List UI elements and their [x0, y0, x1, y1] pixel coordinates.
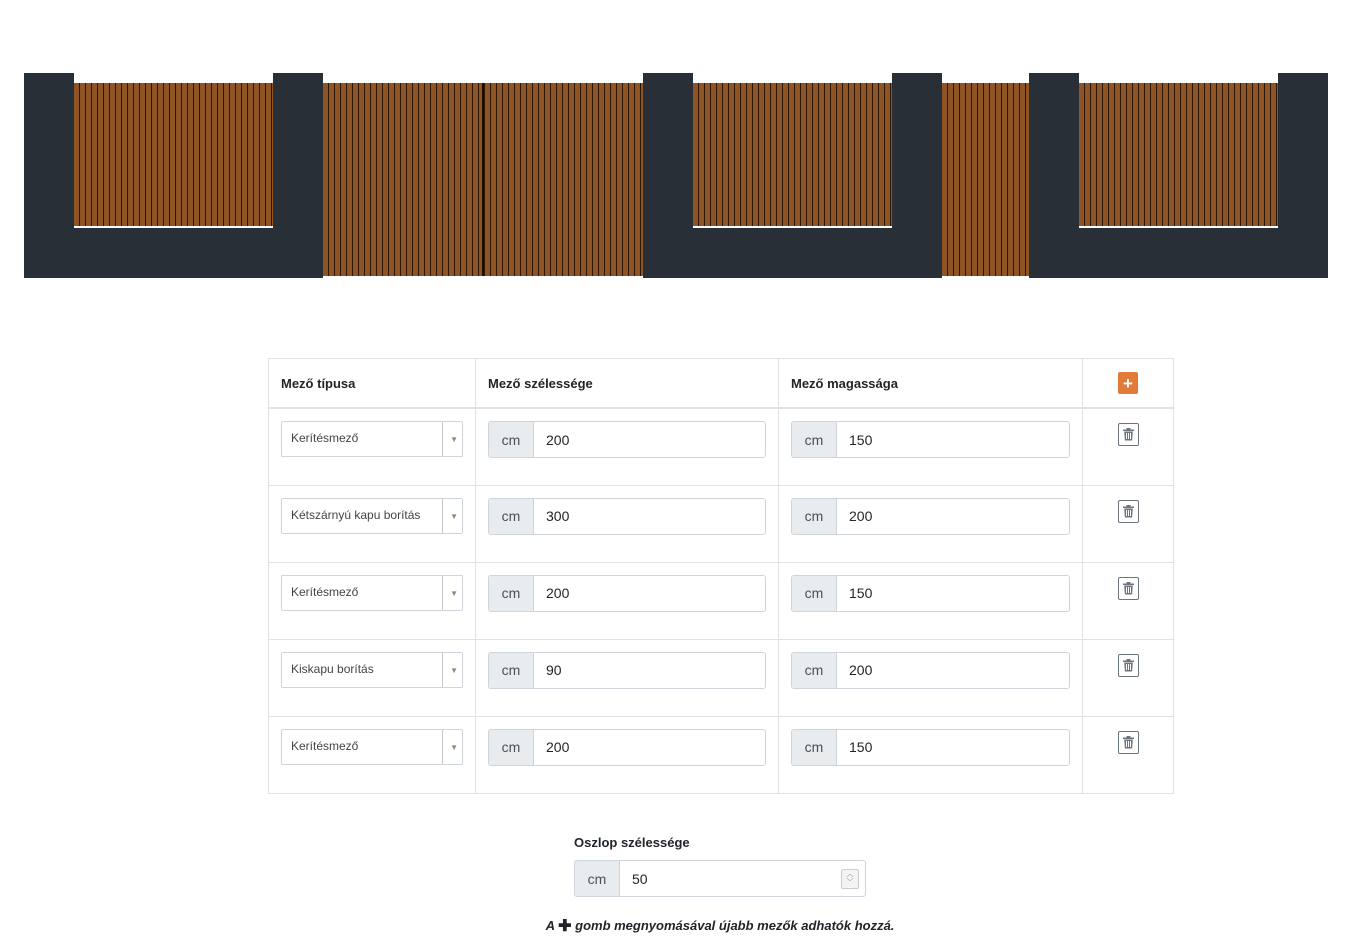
plus-icon: + [1123, 373, 1133, 393]
plus-icon: ✚ [558, 918, 572, 935]
fence-panel [1079, 83, 1278, 228]
select-separator [442, 730, 443, 764]
height-input-group [791, 421, 1070, 458]
width-input-group [488, 652, 766, 689]
field-type-value: Kerítésmező [291, 738, 359, 753]
field-type-select[interactable] [281, 498, 463, 534]
trash-icon [1123, 582, 1134, 595]
cell-actions [1083, 408, 1174, 485]
select-separator [442, 653, 443, 687]
fields-table [268, 358, 1174, 794]
field-height-input[interactable] [837, 576, 1069, 611]
height-input-group [791, 652, 1070, 689]
spin-down-icon: ﹀ [846, 878, 854, 886]
fence-base-wall [1079, 228, 1278, 278]
field-width-input[interactable] [534, 653, 765, 688]
cell-width [476, 485, 779, 562]
unit-addon: cm [792, 422, 837, 457]
fence-post [1029, 73, 1079, 278]
cell-height [779, 485, 1083, 562]
field-height-input[interactable] [837, 653, 1069, 688]
unit-addon: cm [489, 730, 534, 765]
select-separator [442, 499, 443, 533]
cell-type [269, 562, 476, 639]
post-width-label: Oszlop szélessége [574, 835, 690, 850]
chevron-down-icon: ▼ [450, 588, 458, 598]
cell-width [476, 562, 779, 639]
field-width-input[interactable] [534, 422, 765, 457]
add-hint-text [0, 916, 1360, 936]
chevron-down-icon: ▼ [450, 742, 458, 752]
table-row [269, 562, 1174, 639]
hint-suffix: gomb megnyomásával újabb mezők adhatók hozzá. [575, 918, 895, 933]
fence-base-wall [74, 228, 273, 278]
field-type-value: Kiskapu borítás [291, 661, 374, 676]
unit-addon: cm [489, 576, 534, 611]
chevron-down-icon: ▼ [450, 435, 458, 444]
field-height-input[interactable] [837, 499, 1069, 534]
unit-addon: cm [792, 576, 837, 611]
width-input-group [488, 498, 766, 535]
table-body [269, 408, 1174, 793]
select-separator [442, 422, 443, 456]
number-spinner[interactable] [841, 869, 859, 889]
table-row [269, 408, 1174, 485]
chevron-down-icon: ▼ [450, 511, 458, 521]
field-type-select[interactable] [281, 729, 463, 765]
field-height-input[interactable] [837, 730, 1069, 765]
field-height-input[interactable] [837, 422, 1069, 457]
cell-width [476, 639, 779, 716]
unit-addon: cm [792, 499, 837, 534]
height-input-group [791, 498, 1070, 535]
gate-split-line [482, 83, 484, 276]
field-type-value: Kerítésmező [291, 584, 359, 599]
fence-panel [74, 83, 273, 228]
cell-height [779, 639, 1083, 716]
field-width-input[interactable] [534, 730, 765, 765]
cell-type [269, 716, 476, 793]
column-header-type: Mező típusa [269, 359, 476, 409]
delete-row-button[interactable] [1118, 731, 1139, 754]
unit-addon: cm [489, 422, 534, 457]
unit-addon: cm [792, 730, 837, 765]
cell-height [779, 562, 1083, 639]
cell-actions [1083, 639, 1174, 716]
field-type-select[interactable] [281, 652, 463, 688]
width-input-group [488, 729, 766, 766]
fence-preview [0, 0, 1360, 300]
post-width-input[interactable] [620, 861, 841, 896]
double-gate-panel [323, 83, 643, 276]
unit-addon: cm [792, 653, 837, 688]
cell-actions [1083, 562, 1174, 639]
height-input-group [791, 729, 1070, 766]
cell-height [779, 716, 1083, 793]
delete-row-button[interactable] [1118, 577, 1139, 600]
field-width-input[interactable] [534, 576, 765, 611]
fence-post [643, 73, 693, 278]
table-header-row [269, 359, 1174, 409]
field-type-select[interactable] [281, 575, 463, 611]
fence-post [1278, 73, 1328, 278]
table-row [269, 485, 1174, 562]
add-field-button[interactable] [1118, 372, 1138, 394]
field-type-value: Kerítésmező [291, 431, 359, 445]
cell-actions [1083, 716, 1174, 793]
unit-addon: cm [489, 653, 534, 688]
chevron-down-icon: ▼ [450, 665, 458, 675]
field-type-value: Kétszárnyú kapu borítás [291, 507, 421, 522]
spin-up-icon: ︿ [846, 870, 854, 878]
fence-panel [693, 83, 892, 228]
table-row [269, 716, 1174, 793]
fence-post [24, 73, 74, 278]
field-width-input[interactable] [534, 499, 765, 534]
cell-type [269, 408, 476, 485]
trash-icon [1123, 736, 1134, 749]
trash-icon [1123, 505, 1134, 518]
small-gate-panel [942, 83, 1029, 276]
post-width-input-group [574, 860, 866, 897]
width-input-group [488, 575, 766, 612]
unit-addon: cm [575, 861, 620, 896]
delete-row-button[interactable] [1118, 654, 1139, 677]
fence-base-wall [693, 228, 892, 278]
fence-post [892, 73, 942, 278]
trash-icon [1123, 659, 1134, 672]
cell-actions [1083, 485, 1174, 562]
unit-addon: cm [489, 499, 534, 534]
delete-row-button[interactable] [1118, 500, 1139, 523]
cell-width [476, 408, 779, 485]
height-input-group [791, 575, 1070, 612]
cell-type [269, 639, 476, 716]
column-header-width: Mező szélessége [476, 359, 779, 409]
cell-type [269, 485, 476, 562]
cell-height [779, 408, 1083, 485]
delete-row-button[interactable] [1118, 423, 1139, 446]
field-type-select[interactable] [281, 421, 463, 457]
table-row [269, 639, 1174, 716]
column-header-height: Mező magassága [779, 359, 1083, 409]
width-input-group [488, 421, 766, 458]
trash-icon [1123, 428, 1134, 441]
select-separator [442, 576, 443, 610]
hint-prefix: A [545, 918, 555, 933]
cell-width [476, 716, 779, 793]
column-header-actions [1083, 359, 1174, 409]
fence-post [273, 73, 323, 278]
